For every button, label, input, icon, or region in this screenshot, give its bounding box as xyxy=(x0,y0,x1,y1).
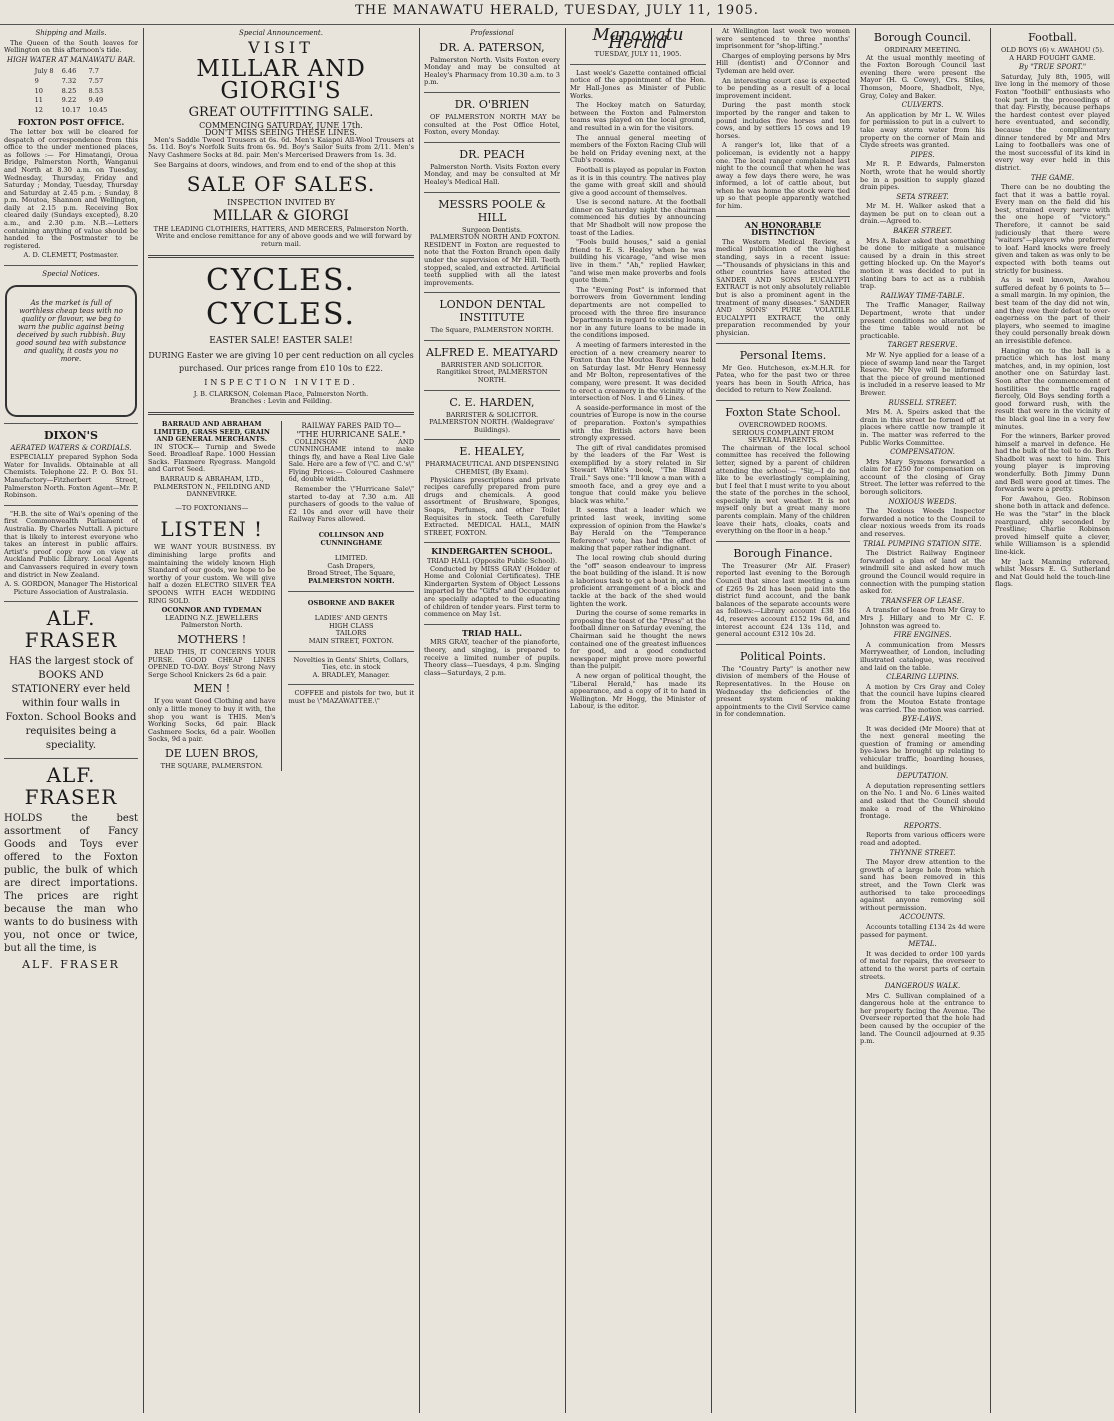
subheading: CLEARING LUPINS. xyxy=(886,673,959,682)
subheading: REPORTS. xyxy=(903,821,942,830)
heading: Special Notices. xyxy=(42,270,100,279)
advert-text: DURING Easter we are giving 10 per cent reduction on all cycles purchased. Our prices range from £10 10s to £22. xyxy=(148,351,414,374)
advert-title: LISTEN ! xyxy=(160,517,264,542)
column-2: Special Announcement. VISIT MILLAR AND GIORGI'S GREAT OUTFITTING SALE. COMMENCING SATURDAY, JUNE 17th. DON'T MISS SEEING THESE LINES. Men's Saddle Tweed Trousers at 6s. 6d. Men's Kaiapoi All-Wool Trousers at 5s. 11d. Boy's Norfolk Suits from 6s. 9d. Boy's Sailor Suits from 2/11. Men's Navy Cashmere Socks at 8d. pair. Men's Mercerised Drawers from 1s. 3d. See Bargains at doors, windows, and from end to end of the shop at this SALE OF SALES. INSPECTION INVITED BY MILLAR & GIORGI THE LEADING CLOTHIERS, HATTERS, AND MERCERS, Palmerston North. Write and enclose remittance for any of above goods and we will forward by return mail. CYCLES. CYCLES. EASTER SALE! EASTER SALE! DURING Easter we are giving 10 per cent reduction on all cycles purchased. Our prices range from £10 10s to £22. INSPECTION INVITED. J. B. CLARKSON, Coleman Place, Palmerston North. Branches : Levin and Feilding. BARRAUD AND ABRAHAM LIMITED, GRASS SEED, GRAIN AND GENERAL MERCHANTS. IN STOCK— Turnip and Swede Seed. Broadleaf Rape. 1000 Hessian Sacks. Flaxmere Ryegrass. Mangold and Carrot Seed. BARRAUD & ABRAHAM, LTD., PALMERSTON N., FEILDING AND DANNEVIRKE. —TO FOXTONIANS— LISTEN ! WE WANT YOUR BUSINESS. BY diminishing large profits and maintaining the widely known High Standard of our goods, we hope to be worthy of your custom. We will give half a dozen ELECTRO SILVER TEA SPOONS WITH EACH WEDDING RING SOLD. OCONNOR AND TYDEMAN LEADING N.Z. JEWELLERS Palmerston North. MOTHERS ! READ THIS, IT CONCERNS YOUR PURSE. GOOD CHEAP LINES OPENED TO-DAY. Boys' Strong Navy Serge School Knickers 2s 6d a pair. MEN ! If you want Good Clothing and have only a little money to buy it with, the shop you want is THIS. Men's Working Socks, 6d pair. Black Cashmere Socks, 6d a pair. Woollen Socks, 9d a pair. DE LUEN BROS, THE SQUARE, PALMERSTON. RAILWAY FARES PAID TO— "THE HURRICANE SALE." COLLINSON AND CUNNINGHAME intend to make things fly, and have a Real Live Gale Sale. Here are a few of \"C. and C.'s\" Flying Prices:— Coloured Cashmere 6d, double width. Remember the \"Hurricane Sale\" started to-day at 7.30 a.m. All purchasers of goods to the value of £2 10s and over will have their Railway Fares allowed. COLLINSON AND CUNNINGHAME LIMITED. Cash Drapers, Broad Street, The Square, PALMERSTON NORTH. OSBORNE AND BAKER LADIES' AND GENTS HIGH CLASS TAILORS MAIN STREET, FOXTON. Novelties in Gents' Shirts, Collars, Ties, etc. in stock A. BRADLEY, Manager. COFFEE and pistols for two, but it must be \"MAZAWATTEE.\" xyxy=(148,29,414,770)
paragraph: A meeting of farmers interested in the erection of a new creamery nearer to Foxton than the Moutoa Road was held on Saturday last. Mr Henry Hennessy and Mr Bolton, representatives of the company, were present. It was decided to erect a creamery in the vicinity of the intersection of Nos. 1 and 6 Lines. xyxy=(570,340,706,403)
column-rule xyxy=(855,28,856,1413)
paragraph: Hanging on to the ball is a practice which has lost many matches, and, in my opinion, lost another one on Saturday last. Soon after the commencement of hostilities the battle raged fiercely, Old Boys sending forth a good forward rush, with the result that were in the vicinity of the black goal line in a very few minutes. xyxy=(995,346,1110,431)
subheading: PIPES. xyxy=(910,150,935,159)
paragraph: A ranger's lot, like that of a policeman, is evidently not a happy one. The local ranger complained last night to the council that when he was away a few days there were, he was informed, a lot of cattle about, but when he was home the stock were tied up so that people apparently watched for him. xyxy=(716,141,850,211)
advert-title: SALE OF SALES. xyxy=(186,172,376,197)
paragraph: During the past month stock imported by the ranger and taken to pound includes five horses and ten cows, and by settlers 15 cows and 19 horses. xyxy=(716,101,850,140)
advert-text: J. B. CLARKSON, Coleman Place, Palmerston North. xyxy=(193,389,369,398)
paragraph: Palmerston North. Visits Foxton every Monday and may be consulted at Healey's Pharmacy from 10.30 a.m. to 3 p.m. xyxy=(424,55,560,87)
table-row: July 8 6.46 7.7 xyxy=(34,67,99,76)
advert-text: COMMENCING SATURDAY, JUNE 17th. xyxy=(199,120,363,130)
advert-text: INSPECTION INVITED. xyxy=(204,378,358,388)
advert-text: —TO FOXTONIANS— xyxy=(175,503,249,512)
paragraph: Football is played as popular in Foxton as it is in this country. The natives play the game with great skill and should give a good account of themselves. xyxy=(570,165,706,197)
subheading: DANGEROUS WALK. xyxy=(884,982,961,991)
advert-title: ALF. FRASER xyxy=(22,958,120,972)
paragraph: A seaside-performance in most of the countries of Europe is now in the course of preparation. Foxton's sympathies with the British actors have been strongly expressed. xyxy=(570,403,706,443)
heading: Football. xyxy=(1028,31,1077,44)
advert-title: ALFRED E. MEATYARD xyxy=(426,345,558,359)
byline: By "TRUE SPORT." xyxy=(1018,63,1087,72)
paragraph: The annual general meeting of members of the Foxton Racing Club will be held on Friday evening next, at the Club's rooms. xyxy=(570,133,706,165)
table-row: 11 9.22 9.49 xyxy=(34,96,104,105)
paragraph: Mrs Mary Symons forwarded a claim for £250 for compensation on account of the closing of Gray Street. The letter was referred to the borough solicitors. xyxy=(860,457,985,497)
column-5 xyxy=(716,28,850,1413)
masthead: THE MANAWATU HERALD, TUESDAY, JULY 11, 1905. xyxy=(0,0,1114,25)
advert-title: DIXON'S xyxy=(44,428,98,442)
subheading: THYNNE STREET. xyxy=(889,848,956,857)
paragraph: At the usual monthly meeting of the Foxton Borough Council last evening there were present the Mayor (H. G. Cowey), Crs. Stiles, Thomson, Moore, Shadbolt, Nye, Gray, Coley and Baker. xyxy=(860,53,985,100)
paragraph: Mr Geo. Hutcheson, ex-M.H.R. for Patea, who for the past two or three years has been in South Africa, has decided to return to New Zealand. xyxy=(716,363,850,395)
subheading: FIRE ENGINES. xyxy=(893,631,952,640)
paragraph: The Mayor drew attention to the growth of a large hole from which sand has been removed in this street, and the Town Clerk was authorised to take proceedings against anyone removing soil without permission. xyxy=(860,858,985,912)
subheading: OLD BOYS (6) v. AWAHOU (5). xyxy=(1000,46,1105,54)
subheading: ACCOUNTS. xyxy=(900,913,945,922)
advert-text: INSPECTION INVITED BY xyxy=(227,198,335,208)
paragraph: PALMERSTON NORTH AND FOXTON. RESIDENT in Foxton are requested to note that the Foxton Branch open daily under the supervision of Mr Hill. Teeth stopped, scaled, and extracted. Artificial teeth supplied with all the latest improvements. xyxy=(424,233,560,287)
subheading: METAL. xyxy=(908,940,937,949)
paragraph: MRS GRAY, teacher of the pianoforte, theory, and singing, is prepared to receive a limited number of pupils. Theory class—Tuesdays, 4 p.m. Singing class—Saturdays, 2 p.m. xyxy=(424,638,560,677)
table-row: 10 8.25 8.53 xyxy=(34,86,104,95)
advert-text: DON'T MISS SEEING THESE LINES. xyxy=(204,128,358,138)
paragraph: "Fools build houses," said a genial friend to E. S. Healey when he was building his vicarage, "and wise men live in them." "Ah," replied Hawker, "and wise men make proverbs and fools quote them." xyxy=(570,238,706,285)
paragraph: Palmerston North. Visits Foxton every Monday, and may be consulted at Mr Healey's Medical Hall. xyxy=(424,162,560,186)
paragraph: A new organ of political thought, the "Liberal Herald," has made its appearance, and a copy of it to hand in Wellington. Mr Hogg, the Minister of Labour, is the editor. xyxy=(570,671,706,711)
advert-title: MESSRS POOLE & HILL xyxy=(438,197,546,224)
column-rule xyxy=(711,28,712,1413)
subheading: TRIAL PUMPING STATION SITE. xyxy=(863,539,982,548)
heading: Professional xyxy=(470,29,514,37)
paragraph: A transfer of lease from Mr Gray to Mrs J. Hillary and to Mr C. F. Johnston was agreed to. xyxy=(860,606,985,630)
paragraph: "H.B. the site of Wai's opening of the first Commonwealth Parliament of Australia. By Charles Nuttall. A picture that is likely to interest everyone who takes an interest in public affairs. Artist's proof copy now on view at Auckland Public Library. Local Agents and Canvassers required in every town and district in New Zealand. xyxy=(4,509,138,579)
column-rule xyxy=(990,28,991,1413)
paragraph: It was decided to order 100 yards of metal for repairs, the overseer to attend to the worst parts of certain streets. xyxy=(860,949,985,981)
paragraph: See Bargains at doors, windows, and from end to end of the shop at this xyxy=(154,160,396,169)
paragraph: The District Railway Engineer forwarded a plan of land at the windmill site and asked how much ground the Council would require in connection with the pumping station asked for. xyxy=(860,549,985,596)
advert-text: Branches : Levin and Feilding. xyxy=(230,397,332,406)
advert-text: HAS the largest stock of BOOKS AND STATIONERY ever held within four walls in Foxton. School Books and requisites being a speciality. xyxy=(5,656,137,752)
advert-text: THE SQUARE, PALMERSTON. xyxy=(160,761,263,770)
paragraph: Mr W. Nye applied for a lease of a piece of swamp land near the Target Reserve. Mr Nye will be informed that the piece of ground mentioned is included in a reserve leased to Mr Brewer. xyxy=(860,350,985,397)
paragraph: It seems that a leader which we printed last week, inviting some expression of opinion from the Hawke's Bay Herald on the "Temperance Reference" vote, has had the effect of making that paper rather indignant. xyxy=(570,506,706,553)
paragraph: As is well known, Awahou suffered defeat by 6 points to 5—a small margin. In my opinion, the best team of the day did not win, and they owe their defeat to over-eagerness on the part of their players, who seemed to imagine they could personally break down an irresistible defence. xyxy=(995,276,1110,345)
paragraph: Mr M. H. Walker asked that a daymen be put on to clean out a drain.—Agreed to. xyxy=(860,202,985,226)
advert-text: HOLDS the best assortment of Fancy Goods and Toys ever offered to the Foxton public, the bulk of which are direct importations. The prices are right because the man who wants to do business with you, not once or twice, but all the time, is xyxy=(4,813,138,955)
advert-text: THE LEADING CLOTHIERS, HATTERS, AND MERCERS, Palmerston North. xyxy=(153,224,409,233)
heading: FOXTON POST OFFICE. xyxy=(17,117,125,128)
paragraph: The chairman of the local school committee has received the following letter, signed by a parent of children attending the school:— "Sir,—I do not like to be everlastingly complaining, but I feel that I must write to you about the state of the porches in the school, especially in wet weather. It is not myself only but a great many more parents complain. Many of the children leave their hats, cloaks, coats and everything on the floor in a heap." xyxy=(716,443,850,536)
advert-title: MEN ! xyxy=(193,682,231,696)
subheading: ORDINARY MEETING. xyxy=(884,46,961,54)
heading: Borough Council. xyxy=(873,31,972,44)
column-rule xyxy=(143,28,144,1413)
heading: Shipping and Mails. xyxy=(35,29,107,37)
dateline: TUESDAY, JULY 11, 1905. xyxy=(594,50,682,59)
advert-subtitle: BARRISTER & SOLICITOR. PALMERSTON NORTH. (Waldegrave' Buildings). xyxy=(429,410,555,434)
paragraph: Physicians prescriptions and private recipes carefully prepared from pure drugs and chemicals. A good assortment of Brushware, Sponges, Soaps, Perfumes, and other Toilet Requisites in stock. Teeth Carefully Extracted. MEDICAL HALL, MAIN STREET, FOXTON. xyxy=(424,475,560,537)
paragraph: Use is second nature. At the football dinner on Saturday night the chairman commenced his duties by announcing that Mr Shadbolt will now propose the toast of the Ladies. xyxy=(570,198,706,237)
advert-title: TRIAD HALL. xyxy=(461,627,523,638)
paragraph: A communication from Messrs Merryweather, of London, including illustrated catalogue, was received and laid on the table. xyxy=(860,640,985,672)
paragraph: Saturday, July 8th, 1905, will live long in the memory of those Foxton "footbill" enthusiasts who took part in the proceedings of that day. Firstly, because perhaps the hardest contest ever played here eventuated, and secondly, because the complimentary dinner tendered by Mr and Mrs Laing to footballers was one of the most successful of its kind in every way ever held in this district. xyxy=(995,72,1110,172)
advert-title: CYCLES. CYCLES. xyxy=(205,262,357,332)
advert-title: MILLAR & GIORGI xyxy=(213,207,349,224)
paragraph: Last week's Gazette contained official notice of the appointment of the Hon. Mr Hall-Jones as Minister of Public Works. xyxy=(570,68,706,100)
advert-subtitle: PHARMACEUTICAL AND DISPENSING CHEMIST, (By Exam). xyxy=(425,460,559,477)
paragraph: The gift of rival candidates promised by the leaders of the Far West is exemplified by a story related in Sir Stewart White's book, "The Blazed Trail." Says one: "I'll know a man with a smooth face, and a grey eye and a tongue that could make you believe black was white." xyxy=(570,443,706,505)
advert-subtitle: Surgeon Dentists. xyxy=(461,225,523,234)
paragraph: At Wellington last week two women were sentenced to three months' imprisonment for "shop-lifting." xyxy=(716,28,850,51)
paragraph: A motion by Crs Gray and Coley that the council have lupins cleared from the Moutoa Estate frontage was carried. The motion was carried. xyxy=(860,682,985,714)
advert-title: E. HEALEY, xyxy=(459,445,525,459)
paragraph: Mrs C. Sullivan complained of a dangerous hole at the entrance to her property facing the Avenue. The Overseer reported that the hole had been caused by the occupier of the land. The Council adjourned at 9.35 p.m. xyxy=(860,991,985,1046)
subheading: COMPENSATION. xyxy=(890,448,955,457)
advert-text: EASTER SALE! EASTER SALE! xyxy=(209,335,353,346)
tea-advert-seal xyxy=(5,285,137,417)
paragraph: The "Evening Post" is informed that borrowers from Government lending departments are not compelled to proceed with the three fire insurance Departments in regard to existing loans, nor in any future loans to be made in the conditions imposed. xyxy=(570,285,706,340)
advert-subtitle: TRIAD HALL (Opposite Public School). xyxy=(426,556,558,565)
advert-subtitle: BARRISTER AND SOLICITOR. Rangitikei Street, PALMERSTON NORTH. xyxy=(436,360,548,385)
column-6 xyxy=(860,28,985,1413)
advert-text: As the market is full of worthless cheap teas with no quality or flavour, we beg to warn the public against being deceived by such rubbish. Buy good sound tea with substance and quality, it costs you no more. xyxy=(15,298,126,363)
subheading: BYE-LAWS. xyxy=(902,715,943,724)
signature: A. S. GORDON, Manager The Historical Picture Association of Australasia. xyxy=(4,580,138,596)
advert-subtitle: GREAT OUTFITTING SALE. xyxy=(188,104,374,120)
subheading: RUSSELL STREET. xyxy=(888,398,957,407)
paragraph: The local rowing club should during the "off" season endeavour to impress the boat building of the island. It is now a laborious task to get a boat in, and the proficient arrangement of a block and tackle at the back of the shed would lighten the work. xyxy=(570,554,706,608)
advert-subtitle: The Square, PALMERSTON NORTH. xyxy=(430,326,554,335)
column-rule xyxy=(419,28,420,1413)
subheading: A HARD FOUGHT GAME. xyxy=(1009,53,1096,62)
paragraph: During the course of some remarks in proposing the toast of the "Press" at the football dinner on Saturday evening, the Chairman said he thought the news contained one of the greatest influences for good, and a good conducted newspaper might prove more powerful than the pulpit. xyxy=(570,609,706,671)
heading: Special Announcement. xyxy=(239,29,323,37)
paragraph: An application by Mr L. W. Wiles for permission to put in a culvert to take away storm water from his property on the corner of Main and Clyde streets was granted. xyxy=(860,110,985,150)
advert-title: MOTHERS ! xyxy=(177,632,247,646)
column-rule xyxy=(565,28,566,1413)
paragraph: Reports from various officers were read and adopted. xyxy=(860,831,985,847)
advert-title: DR. PEACH xyxy=(459,147,525,161)
heading: Personal Items. xyxy=(739,348,827,362)
paragraph: The letter box will be cleared for despatch of correspondence from this office to the under mentioned places, as follows :— For Himatangi, Oroua Bridge, Palmerston North, Wanganui and North at 8.30 a.m. on Tuesday, Wednesday, Thursday, Friday and Saturday ; Monday, Tuesday, Thursday and Saturday at 2.45 p.m. ; Sunday, 8 p.m. Moutoa, Shannon and Wellington, daily at 2.15 p.m. Receiving Box cleared daily (Sundays excepted), 8.20 a.m., and 2.30 p.m. N.B.—Letters containing anything of value should be handed to the Postmaster to be registered. xyxy=(4,127,138,250)
column-7 xyxy=(995,28,1110,1413)
heading: AN HONORABLE DISTINCTION xyxy=(744,219,822,238)
advert-title: MILLAR AND GIORGI'S xyxy=(196,55,366,104)
advert-title: LONDON DENTAL INSTITUTE xyxy=(439,298,545,325)
paragraph: The Noxious Weeds Inspector forwarded a notice to the Council to clear noxious weeds from its roads and reserves. xyxy=(860,507,985,539)
paragraph: ESPECIALLY prepared Syphon Soda Water for Invalids. Obtainable at all Chemists. Telephone 22. P. O. Box 51. Manufactory—Fitzherbert Street, Palmerston North. Foxton Agent—Mr. P. Robinson. xyxy=(4,453,138,500)
newspaper-logo: Manawatu Herald xyxy=(592,28,684,53)
tide-table xyxy=(30,66,113,116)
advert-title: ALF. FRASER xyxy=(24,606,118,653)
paragraph: Charges of employing persons by Mrs Hill (dentist) and O'Connor and Tydeman are held over. xyxy=(716,51,850,75)
table-row: 9 7.32 7.57 xyxy=(34,76,104,85)
paragraph: Conducted by MISS GRAY (Holder of Home and Colonial Certificates). THE Kindergarten System of Object Lessons imparted by the "Gifts" and Occupations are specially adapted to the educating of children of tender years. First term to commence on May 1st. xyxy=(424,564,560,619)
paragraph: OF PALMERSTON NORTH MAY be consulted at the Post Office Hotel, Foxton, every Monday. xyxy=(424,112,560,137)
subheading: RAILWAY TIME-TABLE. xyxy=(880,291,965,300)
signature: A. D. CLEMETT, Postmaster. xyxy=(23,251,119,260)
paragraph: Accounts totalling £134 2s 4d were passed for payment. xyxy=(860,922,985,939)
advert-title: VISIT xyxy=(248,37,314,57)
paragraph: IN STOCK— Turnip and Swede Seed. Broadleaf Rape. 1000 Hessian Sacks. Flaxmere Ryegrass. Mangold and Carrot Seed. xyxy=(148,442,276,474)
paragraph: The Hockey match on Saturday, between the Foxton and Palmerston teams was played on the local ground, and resulted in a win for the visitors. xyxy=(570,101,706,132)
subheading: OVERCROWDED ROOMS. xyxy=(738,420,828,429)
column-3 xyxy=(424,28,560,1413)
paragraph: Mr R. P. Edwards, Palmerston North, wrote that he would shortly be in a position to supply glazed drain pipes. xyxy=(860,160,985,192)
paragraph: It was decided (Mr Moore) that at the next general meeting the question of framing or amending bye-laws be brought up relating to vehicular traffic, boarding houses, and buildings. xyxy=(860,724,985,771)
paragraph: The "Country Party" is another new division of members of the House of Representatives. In the House on Wednesday the deficiencies of the present system of making appointments to the Civil Service came in for condemnation. xyxy=(716,664,850,719)
paragraph: Mrs M. A. Speirs asked that the drain in this street be formed off at places where cattle now trample it in. The matter was referred to the Public Works Committee. xyxy=(860,408,985,447)
paragraph: For the winners, Barker proved himself a marvel in defence. He had the bulk of the toil to do. Bert Shadbolt was next to him. This young player is improving wonderfully. Both Jimmy Dunn and Bell were good at times. The forwards were a pretty. xyxy=(995,432,1110,494)
advert-title: C. E. HARDEN, xyxy=(449,395,535,409)
paragraph: Write and enclose remittance for any of above goods and we will forward by return mail. xyxy=(156,232,412,248)
advert-title: KINDERGARTEN SCHOOL. xyxy=(431,546,553,557)
paragraph: Mrs A. Baker asked that something be done to mitigate a nuisance caused by a drain in this street getting blocked up. On the Mayor's motion it was decided to put in slanting bars to act as a rubbish trap. xyxy=(860,236,985,291)
subheading: DEPUTATION. xyxy=(896,772,949,781)
paragraph: Men's Saddle Tweed Trousers at 6s. 6d. Men's Kaiapoi All-Wool Trousers at 5s. 11d. Boy's Norfolk Suits from 6s. 9d. Boy's Sailor Suits from 2/11. Men's Navy Cashmere Socks at 8d. pair. Men's Mercerised Drawers from 1s. 3d. xyxy=(148,135,414,159)
paragraph: READ THIS, IT CONCERNS YOUR PURSE. GOOD CHEAP LINES OPENED TO-DAY. Boys' Strong Navy Serge School Knickers 2s 6d a pair. xyxy=(148,647,276,679)
advert-text: LEADING N.Z. JEWELLERS Palmerston North. xyxy=(165,613,259,630)
paragraph: There can be no doubting the fact that it was a battle royal. Every man on the field did his best, strained every nerve with the one hope of "victory." Therefore, it cannot be said judiciously that there were "waiters"—players who preferred to loaf. Hard knocks were freely given and taken as was only to be expected with both teams out strictly for business. xyxy=(995,183,1110,275)
paragraph: Mr Jack Manning refereed, whilst Messrs E. G. Sutherland and Nat Gould held the touch-line flags. xyxy=(995,557,1110,589)
paragraph: The Queen of the South leaves for Wellington on this afternoon's tide. xyxy=(4,38,138,55)
subheading: TRANSFER OF LEASE. xyxy=(880,596,965,605)
subheading: BAKER STREET. xyxy=(893,227,952,236)
advert-text: BARRAUD & ABRAHAM, LTD., PALMERSTON N., FEILDING AND DANNEVIRKE. xyxy=(153,475,271,499)
subheading: THE GAME. xyxy=(1030,173,1075,182)
subheading: TARGET RESERVE. xyxy=(887,341,958,350)
paragraph: An interesting court case is expected to be pending as a result of a local improvement incident. xyxy=(716,76,850,100)
table-row: 12 10.17 10.45 xyxy=(34,105,108,114)
advert-title: OCONNOR AND TYDEMAN xyxy=(161,606,262,615)
advert-subtitle: AERATED WATERS & CORDIALS. xyxy=(10,443,132,452)
column-4 xyxy=(570,28,706,1413)
paragraph: The Traffic Manager, Railway Department, wrote that under present conditions no alteration of the time table would not be practicable. xyxy=(860,301,985,340)
heading: Political Points. xyxy=(739,649,827,663)
subheading: CULVERTS. xyxy=(901,101,944,110)
advert-title: DR. O'BRIEN xyxy=(454,97,530,111)
advert-title: DE LUEN BROS, xyxy=(164,746,259,760)
heading: HIGH WATER AT MANAWATU BAR. xyxy=(6,55,136,64)
heading: Foxton State School. xyxy=(725,405,841,419)
paragraph: If you want Good Clothing and have only a little money to buy it with, the shop you want is THIS. Men's Working Socks, 6d pair. Black Cashmere Socks, 6d a pair. Woollen Socks, 9d a pair. xyxy=(148,697,276,744)
column-1 xyxy=(4,28,138,1413)
subheading: NOXIOUS WEEDS. xyxy=(888,497,957,506)
paragraph: WE WANT YOUR BUSINESS. BY diminishing large profits and maintaining the widely known High Standard of our goods, we hope to be worthy of your custom. We will give half a dozen ELECTRO SILVER TEA SPOONS WITH EACH WEDDING RING SOLD. xyxy=(148,543,276,605)
subheading: SETA STREET. xyxy=(896,192,949,201)
advert-title: DR. A. PATERSON, xyxy=(439,40,545,54)
paragraph: The Western Medical Review, a medical publication of the highest standing, says in a recent issue:—"Thousands of physicians in this and other countries have attested the SANDER AND SONS EUCALYPTI EXTRACT is not only absolutely reliable but is also a prominent agent in the treatment of many diseases." SANDER AND SONS' PURE VOLATILE EUCALYPTI EXTRACT, the only preparation recommended by your physician. xyxy=(716,237,850,337)
advert-title: BARRAUD AND ABRAHAM LIMITED, GRASS SEED, GRAIN AND GENERAL MERCHANTS. xyxy=(153,419,270,444)
subheading: SERIOUS COMPLAINT FROM SEVERAL PARENTS. xyxy=(732,428,834,445)
paragraph: A deputation representing settlers on the No. 1 and No. 6 Lines waited and asked that the Council should make a road of the Whirokino frontage. xyxy=(860,781,985,821)
paragraph: The Treasurer (Mr Alf. Fraser) reported last evening to the Borough Council that since last meeting a sum of £265 9s 2d has been paid into the district fund account, and the bank balances of the separate accounts were as follows:—Library account £38 16s 4d, reserves account £152 19s 6d, and interest account £24 13s 11d, and general account £312 10s 2d. xyxy=(716,561,850,639)
advert-title: ALF. FRASER xyxy=(24,763,118,810)
heading: Borough Finance. xyxy=(733,546,833,560)
paragraph: For Awahou, Geo. Robinson shone both in attack and defence. He was the "star" in the black rearguard, ably seconded by Prestline; Charlie Robinson proved himself quite a clever, while Williamson is a splendid line-kick. xyxy=(995,494,1110,556)
